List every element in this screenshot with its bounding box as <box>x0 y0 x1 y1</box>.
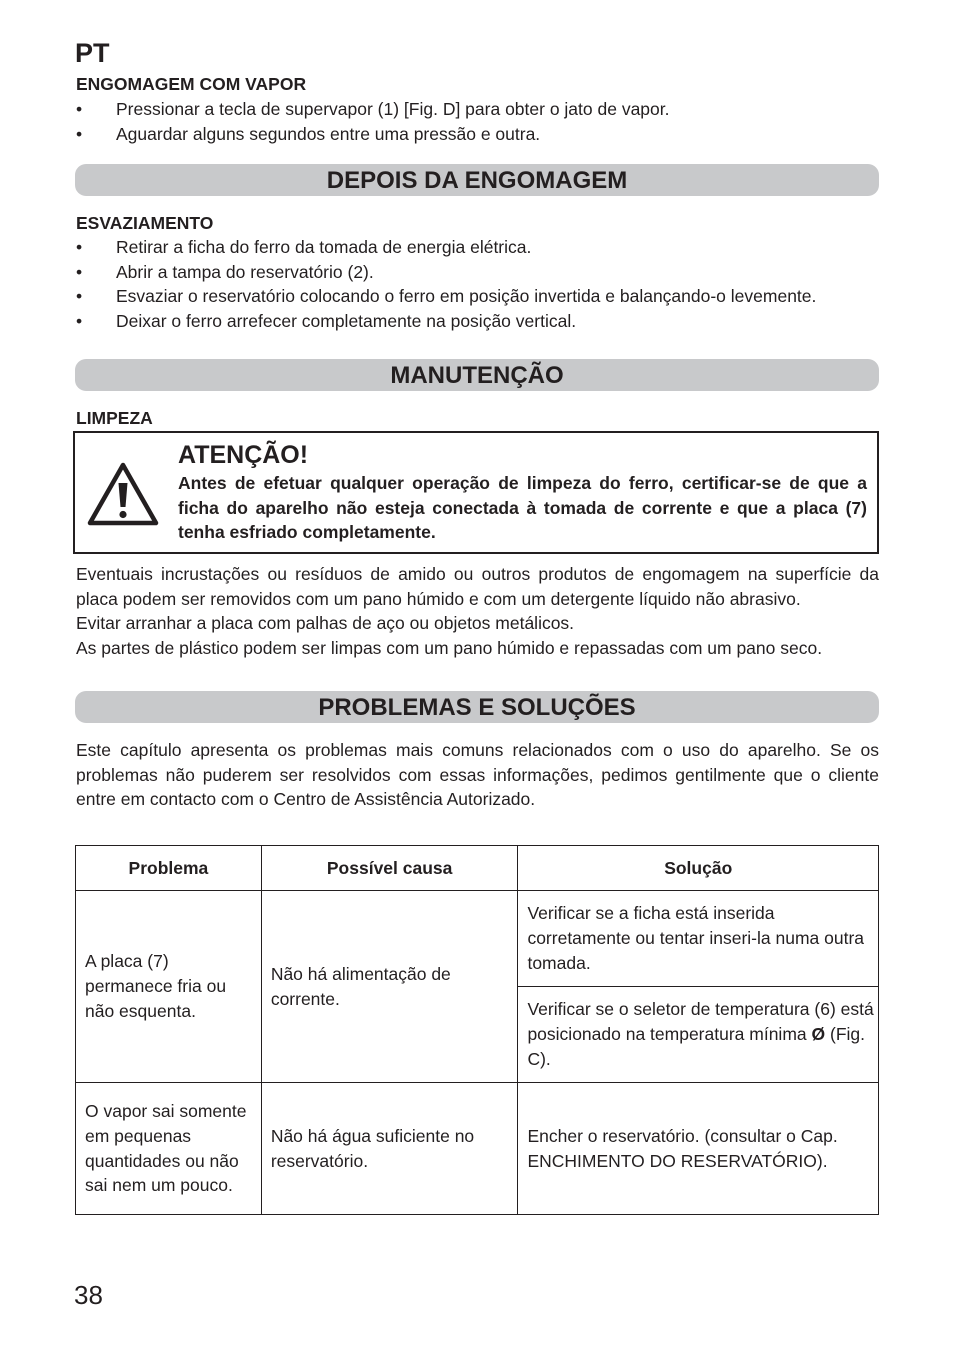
steam-ironing-list <box>76 97 670 146</box>
minimum-temperature-symbol: Ø <box>811 1024 826 1045</box>
troubleshooting-table <box>75 845 879 1215</box>
list-item: • Retirar a ficha do ferro da tomada de energia elétrica. <box>76 237 532 257</box>
section-banner-maintenance: MANUTENÇÃO <box>75 359 879 391</box>
solution-cell: Verificar se a ficha está inserida corretamente ou tentar inseri-la numa outra tomada. <box>518 891 879 987</box>
list-item: • Pressionar a tecla de supervapor (1) [Fig. D] para obter o jato de vapor. <box>76 99 670 119</box>
cause-cell: Não há alimentação de corrente. <box>261 891 518 1083</box>
cause-cell: Não há água suficiente no reservatório. <box>261 1083 518 1215</box>
column-header-solution: Solução <box>518 846 879 891</box>
cleaning-paragraph: Eventuais incrustações ou resíduos de amido ou outros produtos de engomagem na superfície da placa podem ser removidos com um pano húmido e com um detergente líquido não abrasivo. <box>76 564 879 609</box>
section-banner-after-ironing: DEPOIS DA ENGOMAGEM <box>75 164 879 196</box>
table-row <box>76 891 879 987</box>
emptying-heading: ESVAZIAMENTO <box>76 213 214 233</box>
list-item: • Deixar o ferro arrefecer completamente na posição vertical. <box>76 311 577 332</box>
column-header-problem: Problema <box>76 846 262 891</box>
table-header-row <box>76 846 879 891</box>
warning-title: ATENÇÃO! <box>178 441 309 469</box>
list-item: • Aguardar alguns segundos entre uma pressão e outra. <box>76 123 541 144</box>
cleaning-heading: LIMPEZA <box>76 408 153 428</box>
language-code: PT <box>75 38 110 68</box>
section-banner-troubleshooting: PROBLEMAS E SOLUÇÕES <box>75 691 879 723</box>
cleaning-paragraph: As partes de plástico podem ser limpas com um pano húmido e repassadas com um pano seco. <box>76 638 823 658</box>
page-number: 38 <box>74 1280 103 1310</box>
emptying-list <box>76 235 816 334</box>
warning-text: Antes de efetuar qualquer operação de limpeza do ferro, certificar-se de que a ficha do aparelho não esteja conectada à tomada de corrente e que a placa (7) tenha esfriado completamente. <box>178 473 867 543</box>
troubleshooting-intro: Este capítulo apresenta os problemas mais comuns relacionados com o uso do aparelho. Se os problemas não puderem ser resolvidos com essas informações, pedimos gentilmente que o cliente entre em contacto com o Centro de Assistência Autorizado. <box>76 740 879 810</box>
cleaning-paragraph: Evitar arranhar a placa com palhas de aço ou objetos metálicos. <box>76 613 575 633</box>
solution-cell: Verificar se o seletor de temperatura (6) está posicionado na temperatura mínima Ø (Fig. C). <box>518 987 879 1083</box>
list-item: • Esvaziar o reservatório colocando o ferro em posição invertida e balançando-o levemente. <box>76 286 817 307</box>
list-item: • Abrir a tampa do reservatório (2). <box>76 261 374 282</box>
warning-triangle-icon <box>87 461 159 527</box>
solution-cell: Encher o reservatório. (consultar o Cap. ENCHIMENTO DO RESERVATÓRIO). <box>518 1083 879 1215</box>
problem-cell: A placa (7) permanece fria ou não esquenta. <box>76 891 262 1083</box>
problem-cell: O vapor sai somente em pequenas quantidades ou não sai nem um pouco. <box>76 1083 262 1215</box>
column-header-cause: Possível causa <box>261 846 518 891</box>
steam-ironing-heading: ENGOMAGEM COM VAPOR <box>76 74 307 94</box>
table-row <box>76 1083 879 1215</box>
warning-box <box>73 431 879 554</box>
